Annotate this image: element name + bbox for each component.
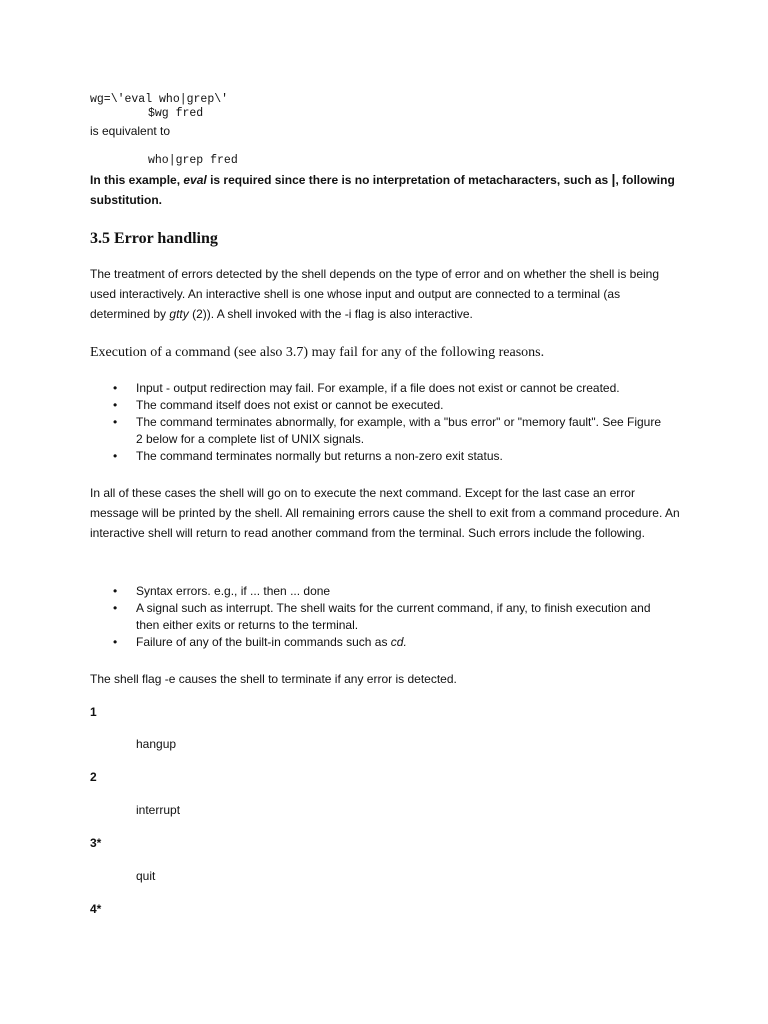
bullet-icon: • — [113, 449, 118, 463]
cd-command: cd. — [390, 635, 407, 649]
section-heading: 3.5 Error handling — [90, 230, 218, 247]
bullet-icon: • — [113, 398, 118, 412]
signal-number: 1 — [90, 705, 97, 719]
list-item: • Syntax errors. e.g., if ... then ... done — [113, 584, 331, 598]
list-item: • Input - output redirection may fail. For example, if a file does not exist or cannot be created. — [113, 381, 620, 395]
bullet-icon: • — [113, 415, 118, 429]
code-line-equivalent: who|grep fred — [148, 154, 238, 167]
bullet-icon: • — [113, 381, 118, 395]
signal-name: quit — [136, 869, 156, 883]
pipe-symbol: | — [611, 171, 616, 187]
eval-paragraph: In this example, eval is required since there is no interpretation of metacharacters, such as |, following substitution. — [90, 171, 675, 207]
list-item: • Failure of any of the built-in commands such as cd. — [113, 635, 407, 649]
list-item: • The command terminates abnormally, for example, with a "bus error" or "memory fault". See Figure 2 below for a complete list of UNIX signals. — [113, 415, 662, 446]
list-item: • A signal such as interrupt. The shell waits for the current command, if any, to finish execution and then either exits or returns to the terminal. — [113, 601, 651, 632]
equivalent-text: is equivalent to — [90, 124, 171, 138]
flag-line: The shell flag -e causes the shell to terminate if any error is detected. — [90, 672, 457, 686]
signal-name: hangup — [136, 737, 177, 751]
list-item: • The command terminates normally but returns a non-zero exit status. — [113, 449, 503, 463]
cases-paragraph: In all of these cases the shell will go on to execute the next command. Except for the last case an error message will be printed by the shell. All remaining errors cause the shell to exit from a command procedure. An interactive shell will return to read another command from the terminal. Such errors include the following. — [90, 486, 680, 540]
code-line-alias: wg=\'eval who|grep\' — [90, 93, 229, 106]
list-item: • The command itself does not exist or cannot be executed. — [113, 398, 444, 412]
bullet-icon: • — [113, 584, 118, 598]
eval-keyword: eval — [183, 173, 207, 187]
signal-number: 3* — [90, 836, 102, 850]
gtty-term: gtty — [169, 307, 189, 321]
execution-line: Execution of a command (see also 3.7) may fail for any of the following reasons. — [90, 345, 545, 360]
code-line-invoke: $wg fred — [148, 107, 204, 120]
signal-number: 4* — [90, 902, 102, 916]
signal-number: 2 — [90, 770, 97, 784]
reasons-list — [110, 380, 670, 465]
bullet-icon: • — [113, 635, 118, 649]
errors-list — [110, 583, 670, 651]
bullet-icon: • — [113, 601, 118, 615]
signal-name: interrupt — [136, 803, 181, 817]
intro-paragraph: The treatment of errors detected by the shell depends on the type of error and on whether the shell is being used interactively. An interactive shell is one whose input and output are connected to a terminal (as determined by gtty (2)). A shell invoked with the -i flag is also interactive. — [90, 267, 660, 321]
